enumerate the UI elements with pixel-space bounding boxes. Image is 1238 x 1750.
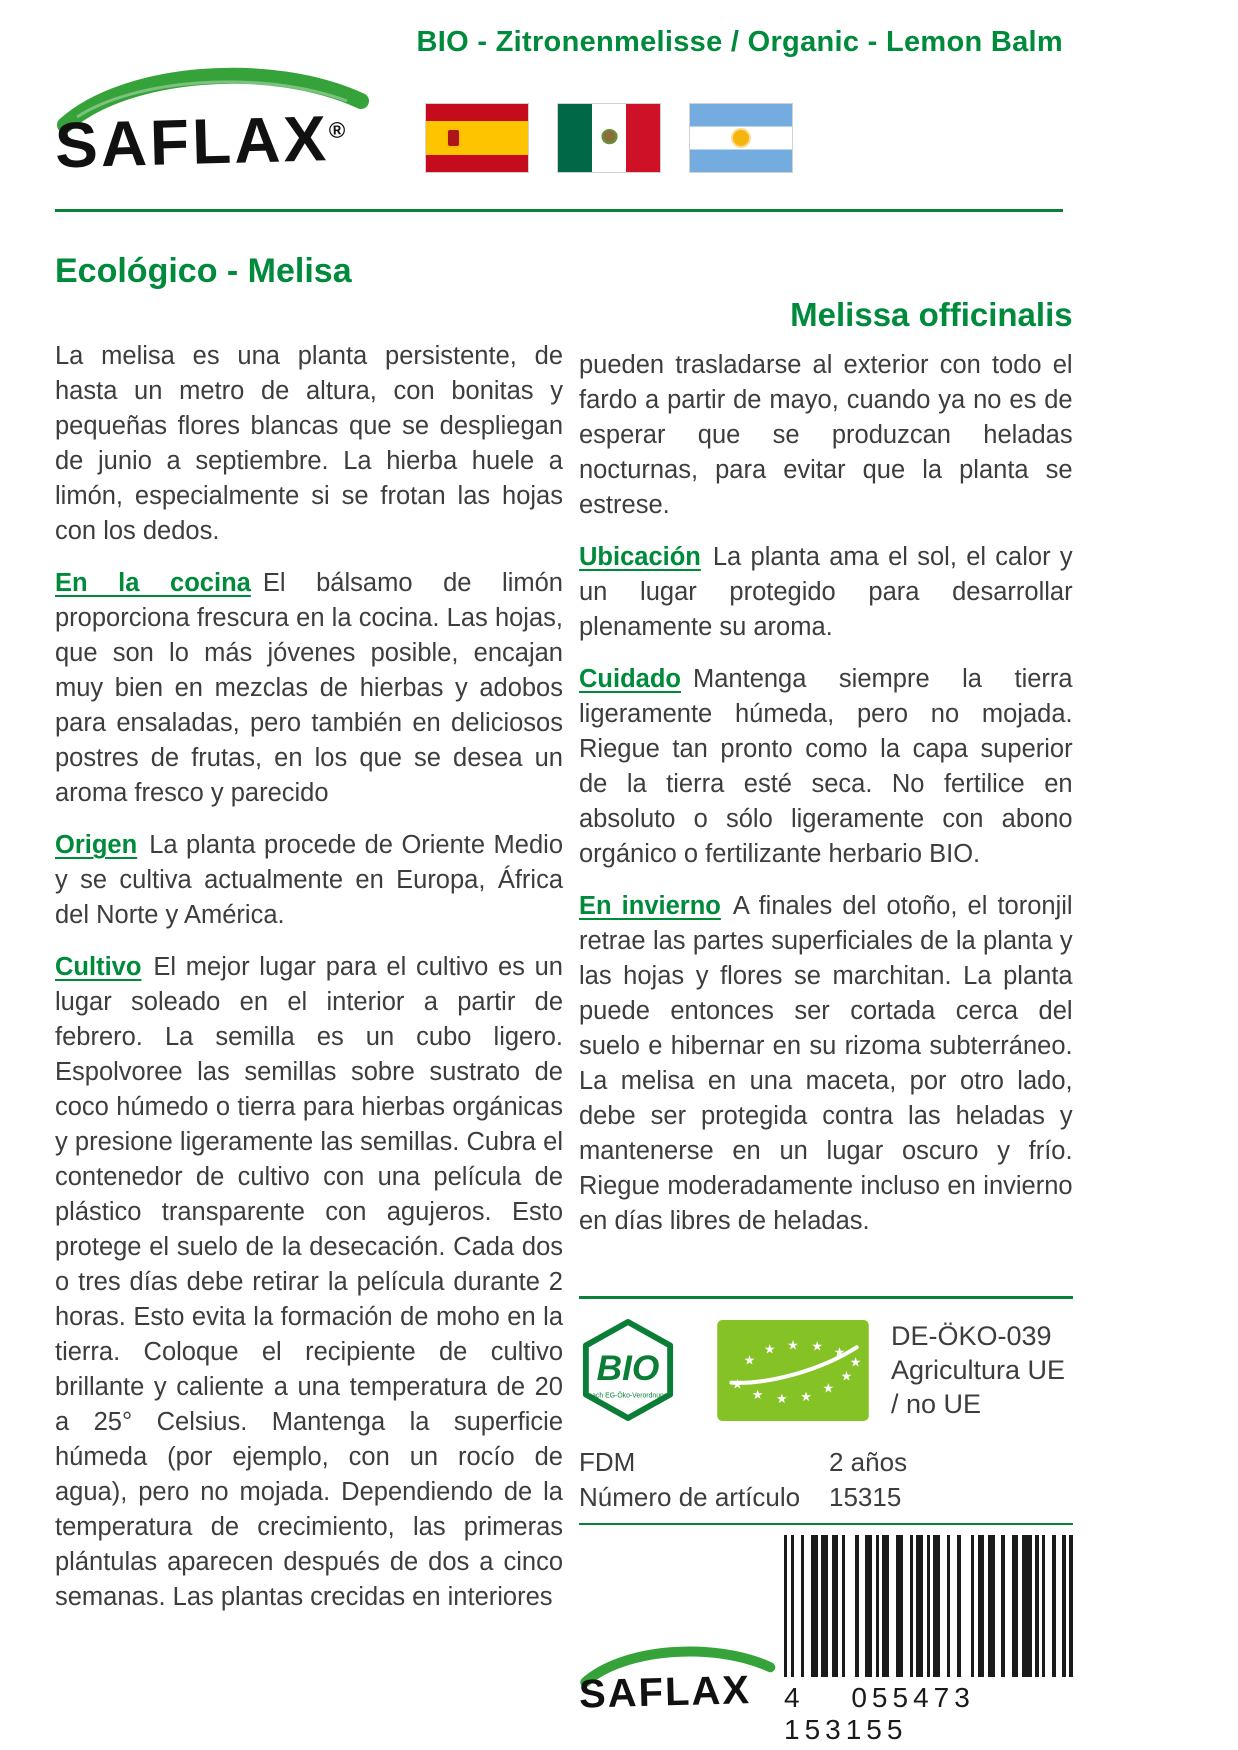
fdm-label: FDM [579,1447,636,1477]
svg-text:★: ★ [751,1386,764,1402]
fdm-value: 2 años [829,1447,908,1477]
intro-paragraph [55,339,563,549]
brand-wordmark-small: SAFLAX [578,1668,752,1717]
bottom-row [579,1535,1073,1746]
eu-cert-code: DE-ÖKO-039 [891,1321,1052,1351]
mexico-eagle-icon [601,129,618,146]
right-column [579,212,1073,1746]
svg-text:★: ★ [811,1337,824,1353]
svg-text:★: ★ [840,1368,853,1384]
barcode-bars [784,1535,1073,1677]
flag-spain-icon [426,104,528,172]
left-column [55,212,563,1746]
section-invierno [579,889,1073,1239]
svg-text:★: ★ [763,1340,776,1356]
brand-row [55,59,1063,209]
svg-text:★: ★ [731,1376,744,1392]
section-text: Mantenga siempre la tierra ligeramente húmeda, pero no mojada. Riegue tan pronto como la capa superior de la tierra esté seca. No fertilice en absoluto o sólo ligeramente con abono orgánico o fertilizante herbario BIO. [579,665,1073,868]
eu-organic-leaf-logo-icon [717,1320,869,1421]
svg-text:★: ★ [743,1351,756,1367]
eu-cert-text [891,1319,1065,1421]
page-title-left: Ecológico - Melisa [55,252,352,290]
bio-seal-label: BIO [596,1348,660,1388]
cert-divider-top [579,1296,1073,1299]
brand-wordmark: SAFLAX® [54,102,349,182]
section-cocina [55,566,563,811]
section-text: La planta procede de Oriente Medio y se cultiva actualmente en Europa, África del Norte y América. [55,831,563,929]
barcode-digits: 4 055473 153155 [784,1682,975,1745]
section-text: El bálsamo de limón proporciona frescura en la cocina. Las hojas, que son lo más jóvenes posible, encajan muy bien en mezclas de hierbas y adobos para ensaladas, pero también en deliciosos postres de frutas, en los que se desea un aroma fresco y parecido [55,569,563,807]
svg-text:★: ★ [775,1390,788,1406]
intro-text: La melisa es una planta persistente, de hasta un metro de altura, con bonitas y pequeñas flores blancas que se despliegan de junio a septiembre. La hierba huele a limón, especialmente si se frotan las hojas con los dedos. [55,342,563,545]
certification-block [579,1296,1073,1746]
section-text: A finales del otoño, el toronjil retrae las partes superficiales de la planta y las hojas y flores se marchitan. La planta puede entonces ser cortada cerca del suelo e hibernar en su rizoma subterráneo. La melisa en una maceta, por otro lado, debe ser protegida contra las heladas y mantenerse en un lugar oscuro y frío. Riegue moderadamente incluso en invierno en días libres de heladas. [579,892,1073,1235]
flags [426,104,792,172]
article-row [579,1480,1073,1515]
section-heading: Origen [55,831,138,859]
bio-seal-subtext: nach EG-Öko-Verordnung [588,1392,668,1400]
section-ubicacion [579,540,1073,645]
spain-coat-of-arms-icon [446,128,461,148]
article-value: 15315 [829,1482,902,1512]
content-columns [55,212,1073,1746]
continuation-text: pueden trasladarse al exterior con todo el fardo a partir de mayo, cuando ya no es de esperar que se produzcan heladas nocturnas, para evitar que la planta se estrese. [579,351,1073,519]
flag-mexico-icon [558,104,660,172]
cert-divider-bottom [579,1523,1073,1525]
page-title-right: Melissa officinalis [790,296,1073,333]
svg-text:★: ★ [849,1353,862,1369]
section-heading: Cultivo [55,953,142,981]
flag-argentina-icon [690,104,792,172]
svg-text:★: ★ [800,1388,813,1404]
barcode [784,1535,1073,1746]
article-label: Número de artículo [579,1482,801,1512]
section-cuidado [579,662,1073,872]
section-heading: Cuidado [579,665,681,693]
bio-seal-icon [579,1317,677,1423]
header [55,26,1063,209]
svg-text:★: ★ [833,1343,846,1359]
cert-logos-row [579,1317,1073,1423]
svg-text:★: ★ [822,1380,835,1396]
registered-mark: ® [328,117,349,143]
section-cultivo [55,950,563,1615]
section-heading: En la cocina [55,569,251,597]
section-text: La planta ama el sol, el calor y un lugar protegido para desarrollar plenamente su aroma. [579,543,1073,641]
fdm-row [579,1445,1073,1480]
product-tagline: BIO - Zitronenmelisse / Organic - Lemon Balm [416,26,1063,58]
section-origen [55,828,563,933]
saflax-logo-small [578,1640,784,1717]
continuation-paragraph [579,348,1073,523]
saflax-logo [54,59,390,182]
argentina-sun-icon [733,130,749,146]
section-heading: En invierno [579,892,721,920]
eu-cert-line2: Agricultura UE [891,1355,1066,1385]
section-heading: Ubicación [579,543,701,571]
section-text: El mejor lugar para el cultivo es un lugar soleado en el interior a partir de febrero. La semilla es un cubo ligero. Espolvoree las semillas sobre sustrato de coco húmedo o tierra para hierbas orgánicas y presione ligeramente las semillas. Cubra el contenedor de cultivo con una película de plástico transparente con agujeros. Esto protege el suelo de la desecación. Cada dos o tres días debe retirar la película durante 2 horas. Esto evita la formación de moho en la tierra. Coloque el recipiente de cultivo brillante y caliente a una temperatura de 20 a 25° Celsius. Mantenga la superficie húmeda (por ejemplo, con un rocío de agua), pero no mojada. Dependiendo de la temperatura de crecimiento, las primeras plántulas aparecen después de dos a cinco semanas. Las plantas crecidas en interiores [55,953,563,1611]
eu-cert-line3: / no UE [891,1389,982,1419]
svg-text:★: ★ [787,1336,799,1352]
